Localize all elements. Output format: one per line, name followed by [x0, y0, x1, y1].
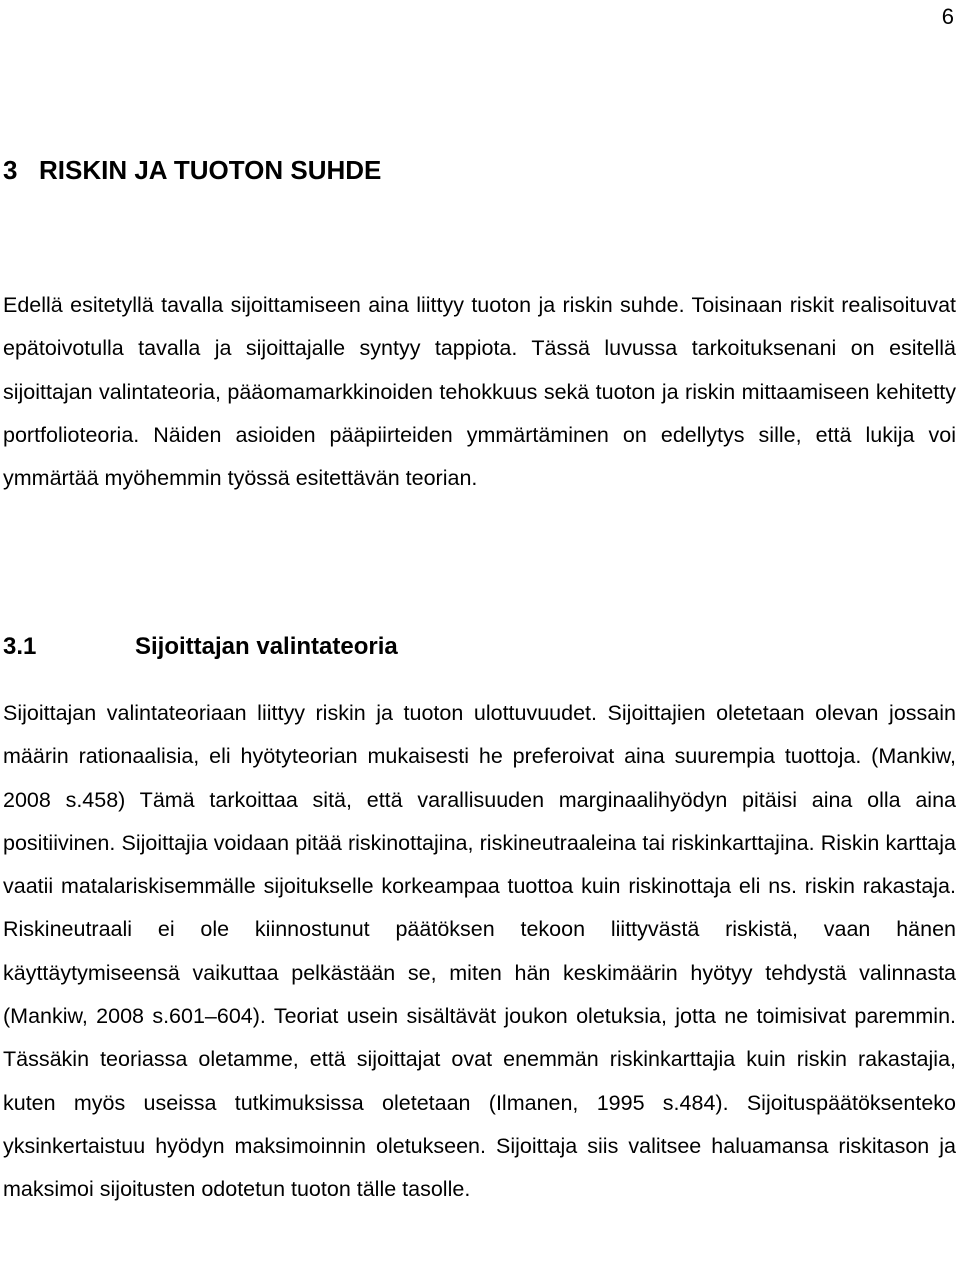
chapter-title: RISKIN JA TUOTON SUHDE: [39, 155, 382, 185]
section-title: Sijoittajan valintateoria: [135, 633, 398, 660]
chapter-number: 3: [3, 155, 18, 185]
section-number: 3.1: [3, 633, 37, 660]
page-number: 6: [941, 4, 954, 29]
chapter-intro-paragraph: Edellä esitetyllä tavalla sijoittamiseen aina liittyy tuoton ja riskin suhde. Toisinaan riskit realisoituvat epätoivotulla tavalla ja sijoittajalle syntyy tappiota. Tässä luvussa tarkoituksenani on esitellä sijoittajan valintateoria, pääomamarkkinoiden tehokkuus sekä tuoton ja riskin mittaamiseen kehitetty portfolioteoria. Näiden asioiden pääpiirteiden ymmärtäminen on edellytys sille, että lukija voi ymmärtää myöhemmin työssä esitettävän teorian.: [3, 293, 956, 491]
section-body-paragraph: Sijoittajan valintateoriaan liittyy riskin ja tuoton ulottuvuudet. Sijoittajien oletetaan olevan jossain määrin rationaalisia, eli hyötyteorian mukaisesti he preferoivat aina suurempia tuottoja. (Mankiw, 2008 s.458) Tämä tarkoittaa sitä, että varallisuuden marginaalihyödyn pitäisi aina olla aina positiivinen. Sijoittajia voidaan pitää riskinottajina, riskineutraaleina tai riskinkarttajina. Riskin karttaja vaatii matalariskisemmälle sijoitukselle korkeampaa tuottoa kuin riskinottaja eli ns. riskin rakastaja. Riskineutraali ei ole kiinnostunut päätöksen tekoon liittyvästä riskistä, vaan hänen käyttäytymiseensä vaikuttaa pelkästään se, miten hän keskimäärin hyötyy tehdystä valinnasta (Mankiw, 2008 s.601–604). Teoriat usein sisältävät joukon oletuksia, jotta ne toimisivat paremmin. Tässäkin teoriassa oletamme, että sijoittajat ovat enemmän riskinkarttajia kuin riskin rakastajia, kuten myös useissa tutkimuksissa oletetaan (Ilmanen, 1995 s.484). Sijoituspäätöksenteko yksinkertaistuu hyödyn maksimoinnin oletukseen. Sijoittaja siis valitsee haluamansa riskitason ja maksimoi sijoitusten odotetun tuoton tälle tasolle.: [3, 701, 956, 1202]
chapter-heading: [3, 152, 381, 188]
section-heading: [3, 630, 398, 664]
